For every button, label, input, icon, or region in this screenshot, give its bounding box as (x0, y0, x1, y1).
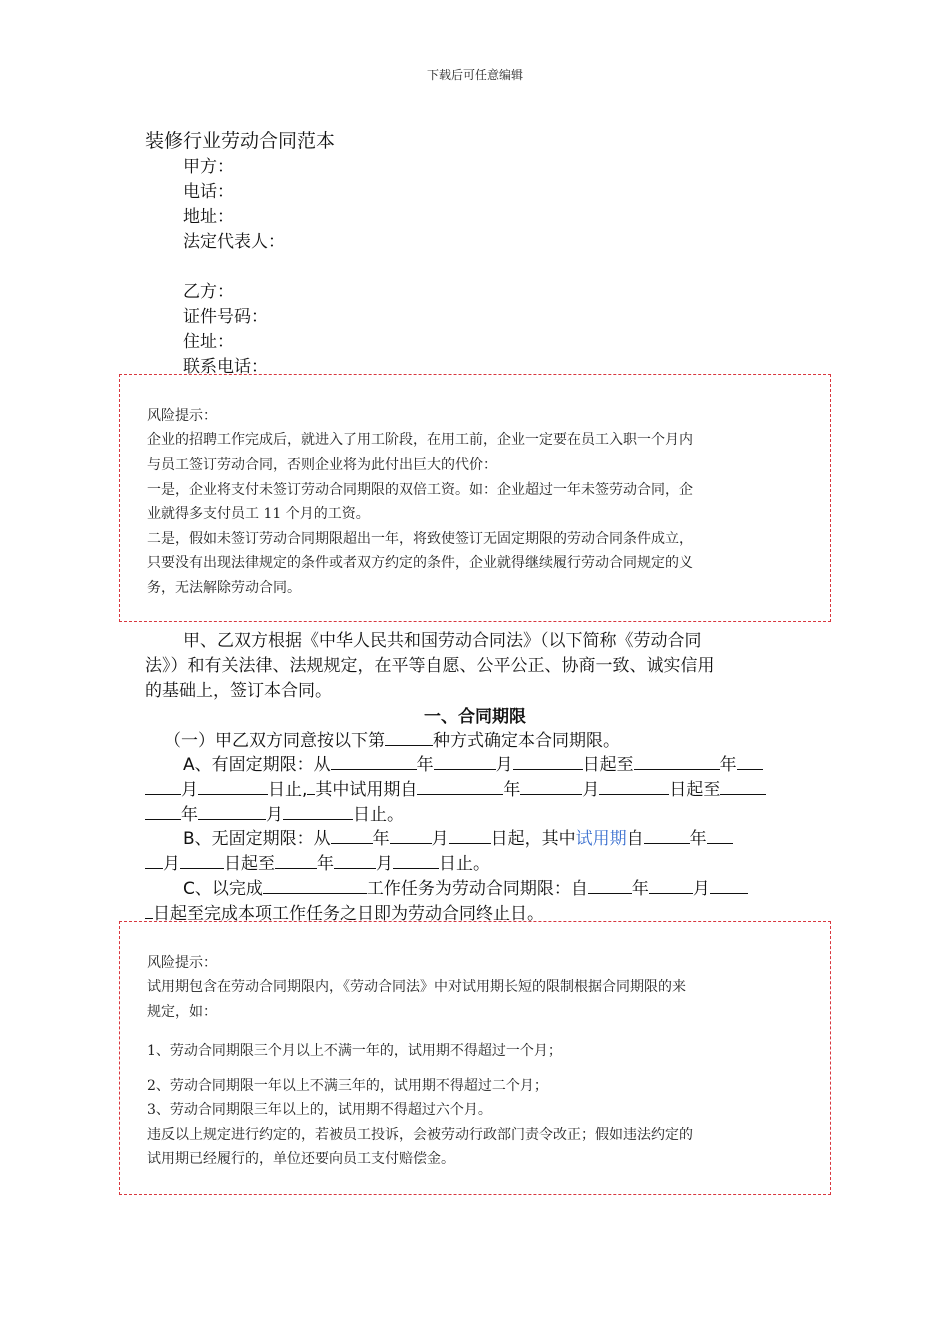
year-unit: 年 (416, 755, 434, 775)
blank-field[interactable] (393, 852, 439, 869)
year-unit: 年 (631, 879, 649, 899)
option-b-line-1 (183, 824, 733, 849)
trial-period-link[interactable]: 试用期 (575, 829, 627, 849)
year-unit: 年 (317, 854, 334, 874)
option-a-line-1 (183, 750, 763, 775)
end-text: 日止。 (439, 854, 490, 874)
month-unit: 月 (376, 854, 393, 874)
blank-field[interactable] (588, 877, 632, 894)
residence-label: 住址： (183, 332, 234, 352)
risk-warning-box-2 (119, 921, 831, 1195)
risk-line: 3、劳动合同期限三年以上的，试用期不得超过六个月。 (147, 1102, 492, 1118)
month-unit: 月 (692, 879, 710, 899)
risk-line: 试用期包含在劳动合同期限内，《劳动合同法》中对试用期长短的限制根据合同期限的来 (147, 979, 686, 995)
clause-1 (164, 726, 620, 751)
blank-field[interactable] (145, 902, 153, 919)
contact-phone-label: 联系电话： (183, 357, 268, 377)
day-to-text: 日止, (268, 780, 308, 800)
legal-rep-label: 法定代表人： (183, 232, 285, 252)
month-unit: 月 (495, 755, 513, 775)
option-b-line-2 (145, 849, 490, 874)
risk-line: 二是，假如未签订劳动合同期限超出一年，将致使签订无固定期限的劳动合同条件成立， (147, 531, 693, 547)
intro-line: 法》）和有关法律、法规规定，在平等自愿、公平公正、协商一致、诚实信用 (145, 656, 715, 676)
year-unit: 年 (689, 829, 707, 849)
option-a-line-3 (145, 800, 404, 825)
month-unit: 月 (266, 805, 283, 825)
clause-1-text: 种方式确定本合同期限。 (433, 731, 620, 751)
risk-line: 1、劳动合同期限三个月以上不满一年的，试用期不得超过一个月； (147, 1043, 562, 1059)
party-b-label: 乙方： (183, 282, 234, 302)
risk-line: 务，无法解除劳动合同。 (147, 580, 301, 596)
id-number-label: 证件号码： (183, 307, 268, 327)
blank-field[interactable] (145, 778, 181, 795)
blank-field[interactable] (198, 803, 266, 820)
blank-field[interactable] (385, 729, 433, 746)
risk-line: 与员工签订劳动合同，否则企业将为此付出巨大的代价： (147, 457, 497, 473)
document-title: 装修行业劳动合同范本 (145, 130, 336, 152)
blank-field[interactable] (710, 877, 748, 894)
blank-field[interactable] (145, 803, 181, 820)
blank-field[interactable] (417, 778, 503, 795)
clause-1-text: （一）甲乙双方同意按以下第 (164, 731, 385, 751)
blank-field[interactable] (331, 753, 417, 770)
blank-field[interactable] (275, 852, 317, 869)
blank-field[interactable] (180, 852, 224, 869)
task-text: 工作任务为劳动合同期限：自 (366, 879, 588, 899)
blank-field[interactable] (283, 803, 353, 820)
blank-field[interactable] (198, 778, 268, 795)
intro-line: 甲、乙双方根据《中华人民共和国劳动合同法》（以下简称《劳动合同 (183, 631, 702, 651)
risk-line: 违反以上规定进行约定的，若被员工投诉，会被劳动行政部门责令改正；假如违法约定的 (147, 1127, 693, 1143)
option-c-line-1 (183, 874, 748, 899)
risk-line: 企业的招聘工作完成后，就进入了用工阶段，在用工前，企业一定要在员工入职一个月内 (147, 432, 693, 448)
trial-from-text: 日起至 (669, 780, 721, 800)
risk-line: 试用期已经履行的，单位还要向员工支付赔偿金。 (147, 1151, 455, 1167)
party-a-label: 甲方： (183, 157, 234, 177)
blank-field[interactable] (737, 753, 763, 770)
blank-field[interactable] (334, 852, 376, 869)
end-text: 日止。 (353, 805, 404, 825)
blank-field[interactable] (634, 753, 720, 770)
risk-heading: 风险提示： (147, 408, 217, 424)
day-from-text: 日起至 (582, 755, 634, 775)
option-a-line-2 (145, 775, 766, 800)
month-unit: 月 (582, 780, 600, 800)
blank-field[interactable] (644, 827, 690, 844)
trial-text: 其中试用期自 (315, 780, 418, 800)
year-unit: 年 (372, 829, 390, 849)
year-unit: 年 (181, 805, 198, 825)
from-text: 自 (626, 829, 644, 849)
month-unit: 月 (431, 829, 449, 849)
blank-field[interactable] (599, 778, 669, 795)
blank-field[interactable] (513, 753, 583, 770)
blank-field[interactable] (707, 827, 733, 844)
option-a-label: A、有固定期限：从 (183, 755, 331, 775)
risk-line: 只要没有出现法律规定的条件或者双方约定的条件，企业就得继续履行劳动合同规定的义 (147, 555, 693, 571)
risk-heading: 风险提示： (147, 955, 217, 971)
phone-label: 电话： (183, 182, 234, 202)
blank-field[interactable] (331, 827, 373, 844)
page-header: 下载后可任意编辑 (426, 68, 523, 82)
blank-field[interactable] (263, 877, 367, 894)
year-unit: 年 (503, 780, 521, 800)
risk-line: 业就得多支付员工 11 个月的工资。 (147, 506, 370, 522)
option-b-label: B、无固定期限：从 (183, 829, 331, 849)
risk-line: 规定，如： (147, 1004, 217, 1020)
end-text: 日起至完成本项工作任务之日即为劳动合同终止日。 (153, 904, 544, 924)
risk-line: 一是，企业将支付未签订劳动合同期限的双倍工资。如：企业超过一年未签劳动合同，企 (147, 482, 693, 498)
blank-field[interactable] (520, 778, 582, 795)
blank-field[interactable] (720, 778, 766, 795)
day-to-text: 日起至 (224, 854, 275, 874)
risk-warning-box-1 (119, 374, 831, 622)
blank-field[interactable] (434, 753, 496, 770)
option-c-label: C、以完成 (183, 879, 263, 899)
blank-field[interactable] (649, 877, 693, 894)
section-heading: 一、合同期限 (424, 707, 526, 727)
blank-field[interactable] (449, 827, 491, 844)
day-from-text: 日起，其中 (490, 829, 576, 849)
blank-field[interactable] (390, 827, 432, 844)
month-unit: 月 (163, 854, 180, 874)
blank-field[interactable] (145, 852, 163, 869)
year-unit: 年 (719, 755, 737, 775)
address-label: 地址： (183, 207, 234, 227)
month-unit: 月 (181, 780, 198, 800)
risk-line: 2、劳动合同期限一年以上不满三年的，试用期不得超过二个月； (147, 1078, 548, 1094)
intro-line: 的基础上，签订本合同。 (145, 681, 332, 701)
